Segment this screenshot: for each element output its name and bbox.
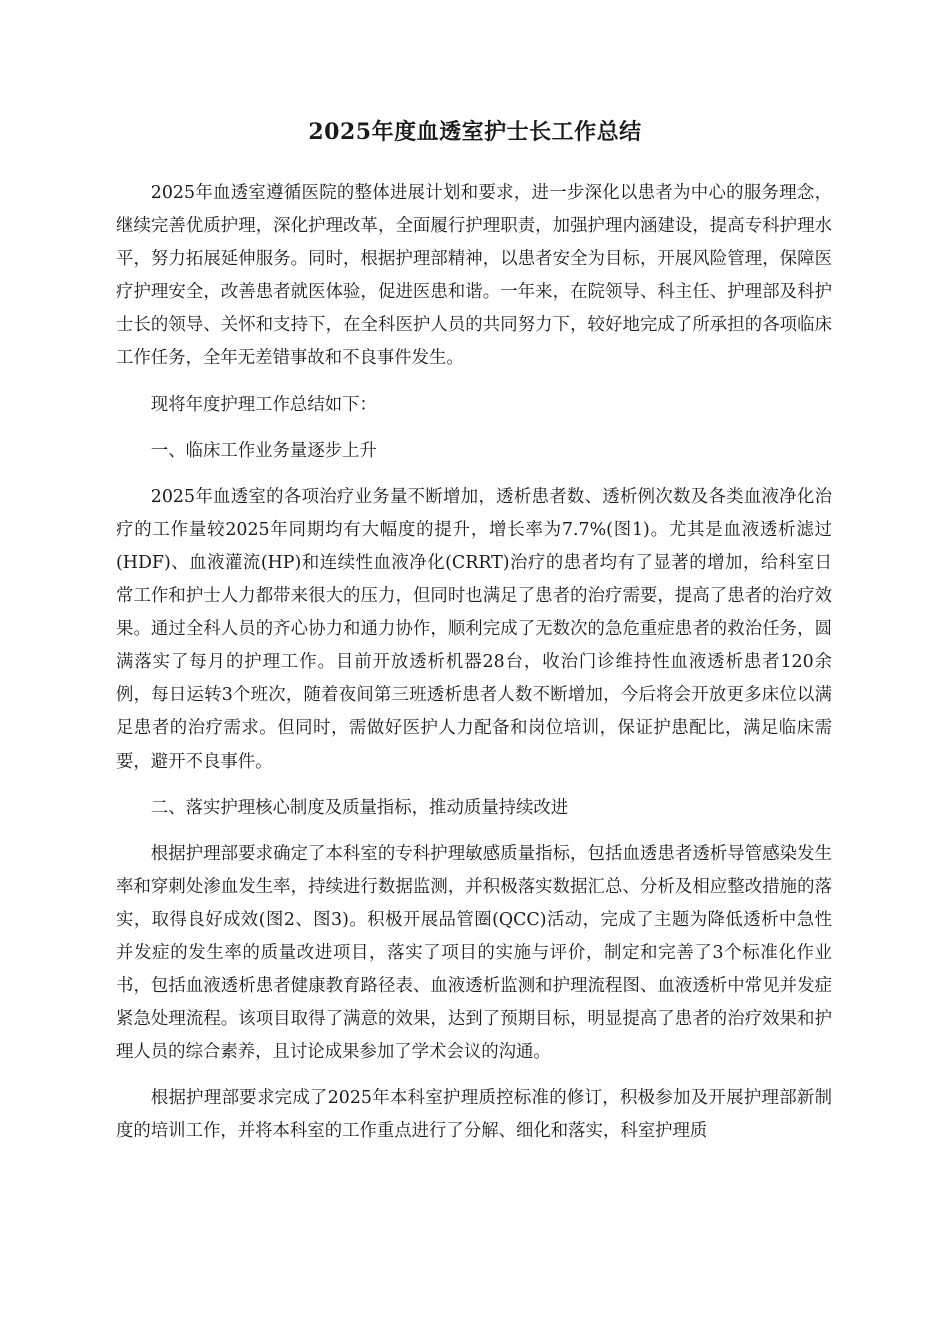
paragraph-quality-control: 根据护理部要求完成了2025年本科室护理质控标准的修订，积极参加及开展护理部新制度的培训工作，并将本科室的工作重点进行了分解、细化和落实，科室护理质 — [116, 1088, 832, 1142]
section-heading-2: 二、落实护理核心制度及质量指标，推动质量持续改进 — [150, 797, 569, 818]
section-heading-1: 一、临床工作业务量逐步上升 — [150, 440, 377, 461]
paragraph-section-2: 根据护理部要求确定了本科室的专科护理敏感质量指标，包括血透患者透析导管感染发生率和穿刺处渗血发生率，持续进行数据监测，并积极落实数据汇总、分析及相应整改措施的落实，取得良好成效(图2、图3)。积极开展品管圈(QCC)活动，完成了主题为降低透析中急性并发症的发生率的质量改进项目，落实了项目的实施与评价，制定和完善了3个标准化作业书，包括血液透析患者健康教育路径表、血液透析监测和护理流程图、血液透析中常见并发症紧急处理流程。该项目取得了满意的效果，达到了预期目标，明显提高了患者的治疗效果和护理人员的综合素养，且讨论成果参加了学术会议的沟通。 — [116, 843, 832, 1063]
paragraph-summary-lead: 现将年度护理工作总结如下： — [150, 394, 377, 415]
document-title: 2025年度血透室护士长工作总结 — [308, 119, 642, 145]
document-body — [116, 177, 832, 1162]
paragraph-section-1: 2025年血透室的各项治疗业务量不断增加，透析患者数、透析例次数及各类血液净化治疗的工作量较2025年同期均有大幅度的提升，增长率为7.7%(图1)。尤其是血液透析滤过(HDF)、血液灌流(HP)和连续性血液净化(CRRT)治疗的患者均有了显著的增加，给科室日常工作和护士人力都带来很大的压力，但同时也满足了患者的治疗需要，提高了患者的治疗效果。通过全科人员的齐心协力和通力协作，顺利完成了无数次的急危重症患者的救治任务，圆满落实了每月的护理工作。目前开放透析机器28台，收治门诊维持性血液透析患者120余例，每日运转3个班次，随着夜间第三班透析患者人数不断增加，今后将会开放更多床位以满足患者的治疗需求。但同时，需做好医护人力配备和岗位培训，保证护患配比，满足临床需要，避开不良事件。 — [116, 486, 832, 772]
paragraph-intro: 2025年血透室遵循医院的整体进展计划和要求，进一步深化以患者为中心的服务理念，继续完善优质护理，深化护理改革，全面履行护理职责，加强护理内涵建设，提高专科护理水平，努力拓展延伸服务。同时，根据护理部精神，以患者安全为目标，开展风险管理，保障医疗护理安全，改善患者就医体验，促进医患和谐。一年来，在院领导、科主任、护理部及科护士长的领导、关怀和支持下，在全科医护人员的共同努力下，较好地完成了所承担的各项临床工作任务，全年无差错事故和不良事件发生。 — [116, 183, 832, 369]
